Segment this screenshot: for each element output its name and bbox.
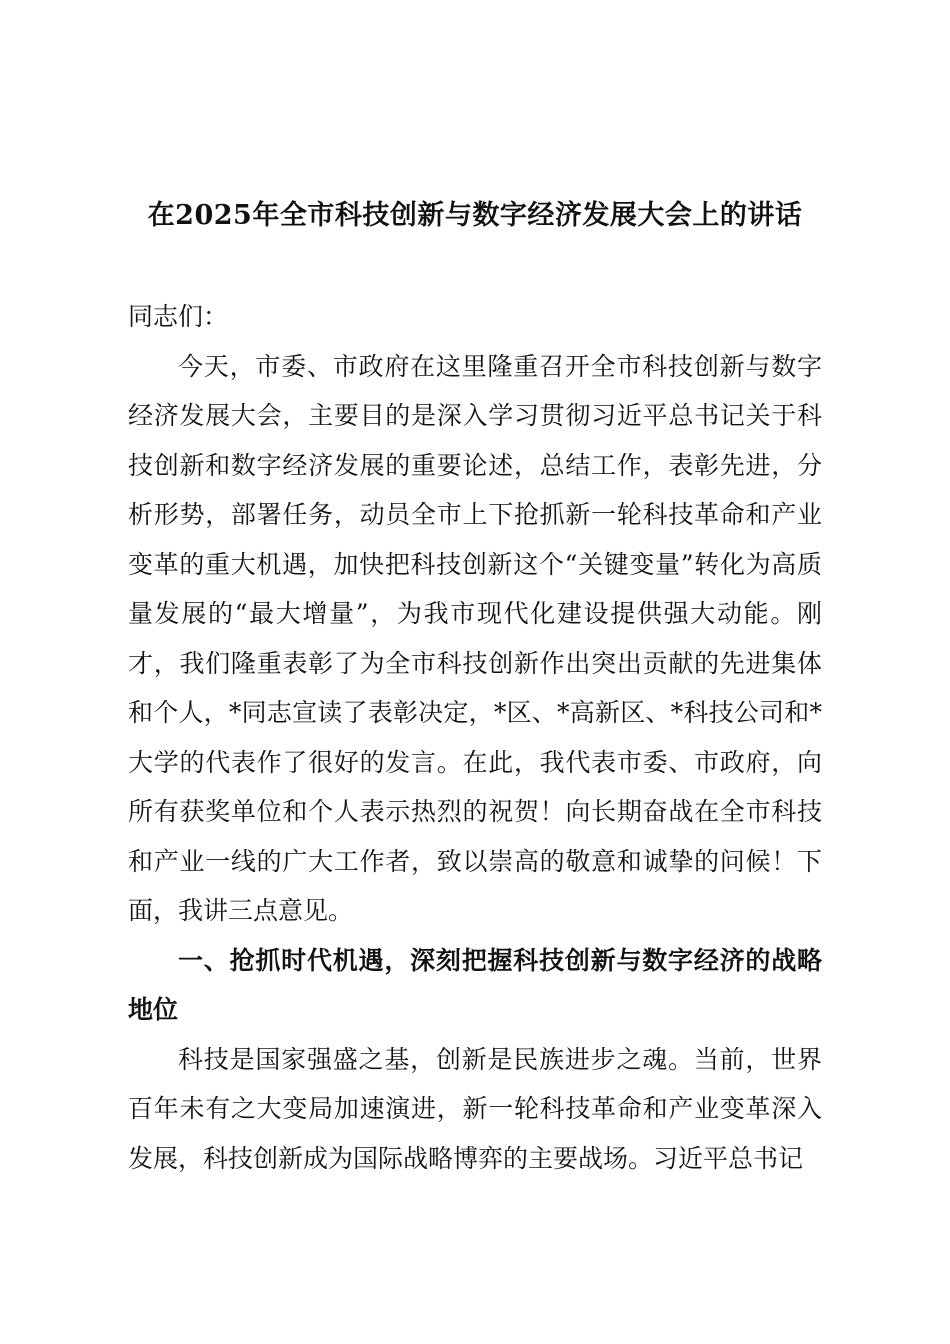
document-title: 在2025年全市科技创新与数字经济发展大会上的讲话 [147, 200, 803, 231]
document-body [128, 292, 822, 1183]
section-heading: 一、抢抓时代机遇，深刻把握科技创新与数字经济的战略地位 [128, 945, 822, 1024]
section-paragraph: 科技是国家强盛之基，创新是民族进步之魂。当前，世界百年未有之大变局加速演进，新一轮科技革命和产业变革深入发展，科技创新成为国际战略博弈的主要战场。习近平总书记 [128, 1044, 822, 1173]
salutation: 同志们： [128, 302, 229, 331]
opening-paragraph: 今天，市委、市政府在这里隆重召开全市科技创新与数字经济发展大会，主要目的是深入学习贯彻习近平总书记关于科技创新和数字经济发展的重要论述，总结工作，表彰先进，分析形势，部署任务，动员全市上下抢抓新一轮科技革命和产业变革的重大机遇，加快把科技创新这个“关键变量”转化为高质量发展的“最大增量”，为我市现代化建设提供强大动能。刚才，我们隆重表彰了为全市科技创新作出突出贡献的先进集体和个人，*同志宣读了表彰决定，*区、*高新区、*科技公司和*大学的代表作了很好的发言。在此，我代表市委、市政府，向所有获奖单位和个人表示热烈的祝贺！向长期奋战在全市科技和产业一线的广大工作者，致以崇高的敬意和诚挚的问候！下面，我讲三点意见。 [128, 351, 822, 925]
